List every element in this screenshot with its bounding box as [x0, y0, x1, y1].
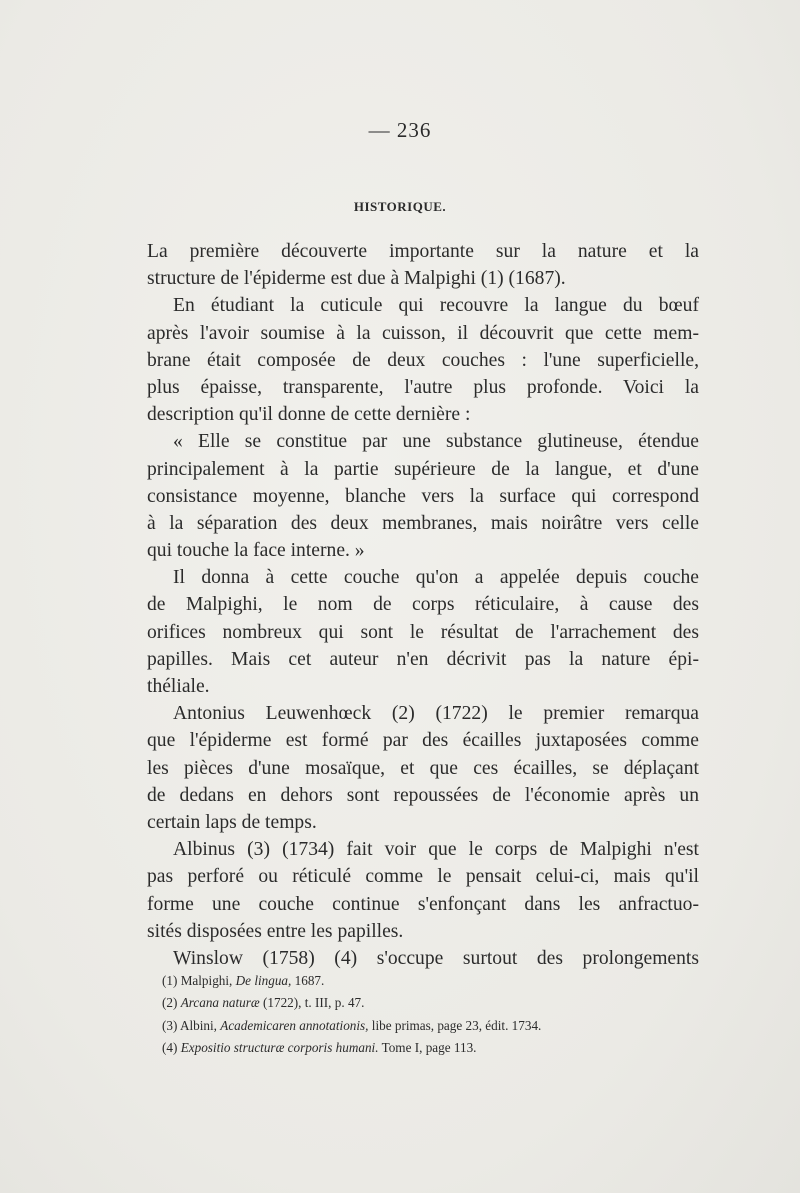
footnote-number: (2)	[162, 995, 178, 1011]
footnote	[162, 1037, 682, 1059]
footnote	[162, 992, 682, 1014]
body-line: papilles. Mais cet auteur n'en décrivit pas la nature épi-	[147, 648, 699, 670]
body-line: La première découverte importante sur la nature et la	[147, 241, 699, 262]
body-line: les pièces d'une mosaïque, et que ces écailles, se déplaçant	[147, 757, 699, 779]
footnote-title: De lingua,	[235, 973, 292, 988]
body-line: « Elle se constitue par une substance glutineuse, étendue	[173, 431, 699, 453]
section-heading: HISTORIQUE.	[353, 199, 447, 214]
body-line: description qu'il donne de cette dernière :	[147, 404, 471, 426]
footnote	[162, 1015, 682, 1037]
body-line: Winslow (1758) (4) s'occupe surtout des prolongements	[173, 947, 699, 969]
body-line: forme une couche continue s'enfonçant dans les anfractuo-	[147, 893, 699, 915]
body-line: de Malpighi, le nom de corps réticulaire, à cause des	[147, 594, 699, 616]
body-line: structure de l'épiderme est due à Malpighi (1) (1687).	[147, 268, 566, 290]
footnote-detail: libe primas, page 23, édit. 1734.	[371, 1017, 542, 1033]
body-line: En étudiant la cuticule qui recouvre la langue du bœuf	[173, 295, 699, 317]
footnote-title: Expositio structuræ corporis humani.	[180, 1039, 379, 1055]
footnote-detail: 1687.	[294, 973, 325, 988]
footnote	[162, 970, 682, 992]
footnote-detail: (1722), t. III, p. 47.	[263, 995, 365, 1011]
body-line: à la séparation des deux membranes, mais noirâtre vers celle	[147, 512, 699, 534]
body-line: après l'avoir soumise à la cuisson, il découvrit que cette mem-	[147, 322, 699, 344]
body-line: qui touche la face interne. »	[147, 540, 365, 562]
body-line: plus épaisse, transparente, l'autre plus profonde. Voici la	[147, 376, 699, 398]
body-line: consistance moyenne, blanche vers la surface qui correspond	[147, 485, 699, 507]
footnote-number: (4)	[162, 1039, 178, 1055]
page-number: — 236	[368, 118, 432, 142]
body-line: sités disposées entre les papilles.	[147, 920, 404, 942]
body-line: pas perforé ou réticulé comme le pensait celui-ci, mais qu'il	[147, 866, 699, 888]
footnote-author: Malpighi,	[180, 973, 233, 988]
footnote-number: (3)	[162, 1017, 178, 1033]
body-line: de dedans en dehors sont repoussées de l'économie après un	[147, 784, 699, 806]
body-line: orifices nombreux qui sont le résultat de l'arrachement des	[147, 621, 699, 643]
body-line: principalement à la partie supérieure de la langue, et d'une	[147, 458, 699, 480]
body-line: Albinus (3) (1734) fait voir que le corps de Malpighi n'est	[173, 839, 699, 861]
footnote-detail: Tome I, page 113.	[381, 1039, 477, 1055]
footnote-author: Albini,	[179, 1017, 217, 1033]
footnote-number: (1)	[162, 973, 178, 988]
body-line: théliale.	[147, 676, 210, 697]
body-line: que l'épiderme est formé par des écailles juxtaposées comme	[147, 730, 699, 752]
footnote-title: Arcana naturæ	[180, 995, 260, 1011]
footnotes	[162, 970, 682, 1059]
body-text	[147, 238, 699, 972]
body-line: certain laps de temps.	[147, 811, 317, 833]
footnote-title: Academicaren annotationis,	[220, 1017, 369, 1033]
body-line: Antonius Leuwenhœck (2) (1722) le premier remarqua	[173, 703, 699, 725]
body-line: brane était composée de deux couches : l'une superficielle,	[147, 349, 699, 371]
body-line: Il donna à cette couche qu'on a appelée depuis couche	[173, 567, 699, 589]
